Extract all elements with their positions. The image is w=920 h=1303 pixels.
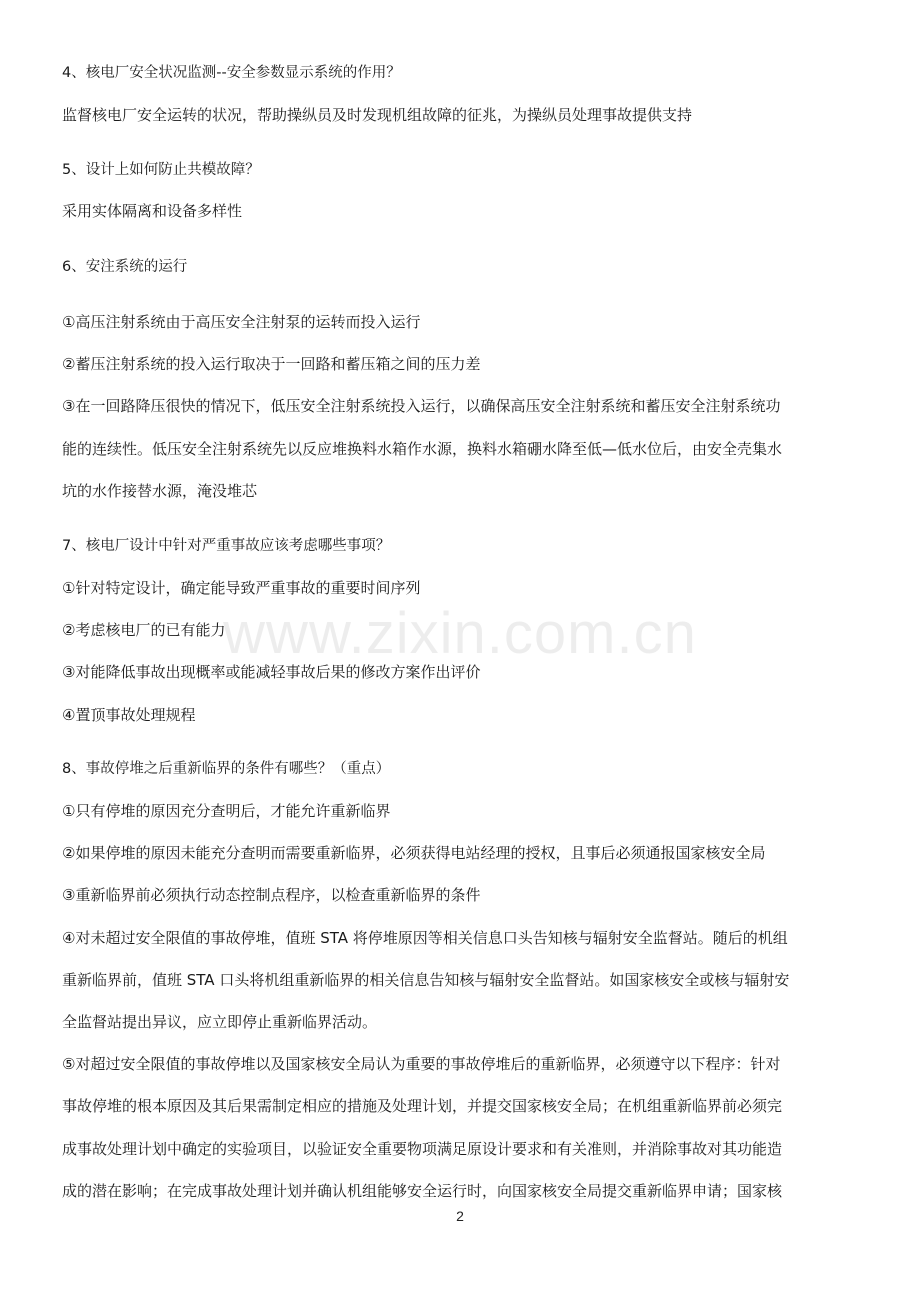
question-5-heading: 5、设计上如何防止共模故障？: [62, 162, 260, 178]
answer-8-item-4-line-2: 重新临界前，值班 STA 口头将机组重新临界的相关信息告知核与辐射安全监督站。如国家核安全或核与辐射安: [62, 971, 790, 989]
answer-8-item-4-line-1: ④对未超过安全限值的事故停堆，值班 STA 将停堆原因等相关信息口头告知核与辐射安全监督站。随后的机组: [62, 929, 788, 947]
answer-8-item-1: ①只有停堆的原因充分查明后，才能允许重新临界: [62, 802, 391, 820]
question-7-heading: 7、核电厂设计中针对严重事故应该考虑哪些事项？: [62, 538, 391, 554]
answer-8-item-5-line-4: 成的潜在影响；在完成事故处理计划并确认机组能够安全运行时，向国家核安全局提交重新临界申请；国家核: [62, 1182, 783, 1200]
answer-8-item-3: ③重新临界前必须执行动态控制点程序，以检查重新临界的条件: [62, 886, 481, 904]
answer-7-item-1: ①针对特定设计，确定能导致严重事故的重要时间序列: [62, 579, 421, 597]
question-4-heading: 4、核电厂安全状况监测--安全参数显示系统的作用？: [62, 65, 401, 81]
answer-8-item-5-line-1: ⑤对超过安全限值的事故停堆以及国家核安全局认为重要的事故停堆后的重新临界，必须遵守以下程序：针对: [62, 1055, 781, 1073]
answer-6-item-3-line-3: 坑的水作接替水源，淹没堆芯: [62, 482, 258, 500]
answer-8-item-2: ②如果停堆的原因未能充分查明而需要重新临界，必须获得电站经理的授权，且事后必须通报国家核安全局: [62, 844, 766, 862]
answer-7-item-4: ④置顶事故处理规程: [62, 706, 196, 724]
question-8-heading: 8、事故停堆之后重新临界的条件有哪些？（重点）: [62, 761, 391, 777]
watermark: www.zixin.com.cn: [223, 601, 697, 666]
question-6-heading: 6、安注系统的运行: [62, 259, 188, 275]
answer-6-item-3-line-2: 能的连续性。低压安全注射系统先以反应堆换料水箱作水源，换料水箱硼水降至低—低水位后，由安全壳集水: [62, 440, 783, 458]
answer-8-item-4-line-3: 全监督站提出异议，应立即停止重新临界活动。: [62, 1013, 378, 1031]
page-number: 2: [456, 1208, 464, 1224]
answer-6-item-1: ①高压注射系统由于高压安全注射泵的运转而投入运行: [62, 313, 421, 331]
answer-6-item-3-line-1: ③在一回路降压很快的情况下，低压安全注射系统投入运行，以确保高压安全注射系统和蓄压安全注射系统功: [62, 397, 781, 415]
answer-7-item-2: ②考虑核电厂的已有能力: [62, 621, 226, 639]
answer-8-item-5-line-2: 事故停堆的根本原因及其后果需制定相应的措施及处理计划，并提交国家核安全局；在机组重新临界前必须完: [62, 1097, 783, 1115]
answer-5-text: 采用实体隔离和设备多样性: [62, 202, 243, 220]
answer-8-item-5-line-3: 成事故处理计划中确定的实验项目，以验证安全重要物项满足原设计要求和有关准则，并消除事故对其功能造: [62, 1140, 783, 1158]
answer-7-item-3: ③对能降低事故出现概率或能减轻事故后果的修改方案作出评价: [62, 663, 481, 681]
answer-4-text: 监督核电厂安全运转的状况，帮助操纵员及时发现机组故障的征兆，为操纵员处理事故提供支持: [62, 106, 693, 124]
answer-6-item-2: ②蓄压注射系统的投入运行取决于一回路和蓄压箱之间的压力差: [62, 355, 481, 373]
